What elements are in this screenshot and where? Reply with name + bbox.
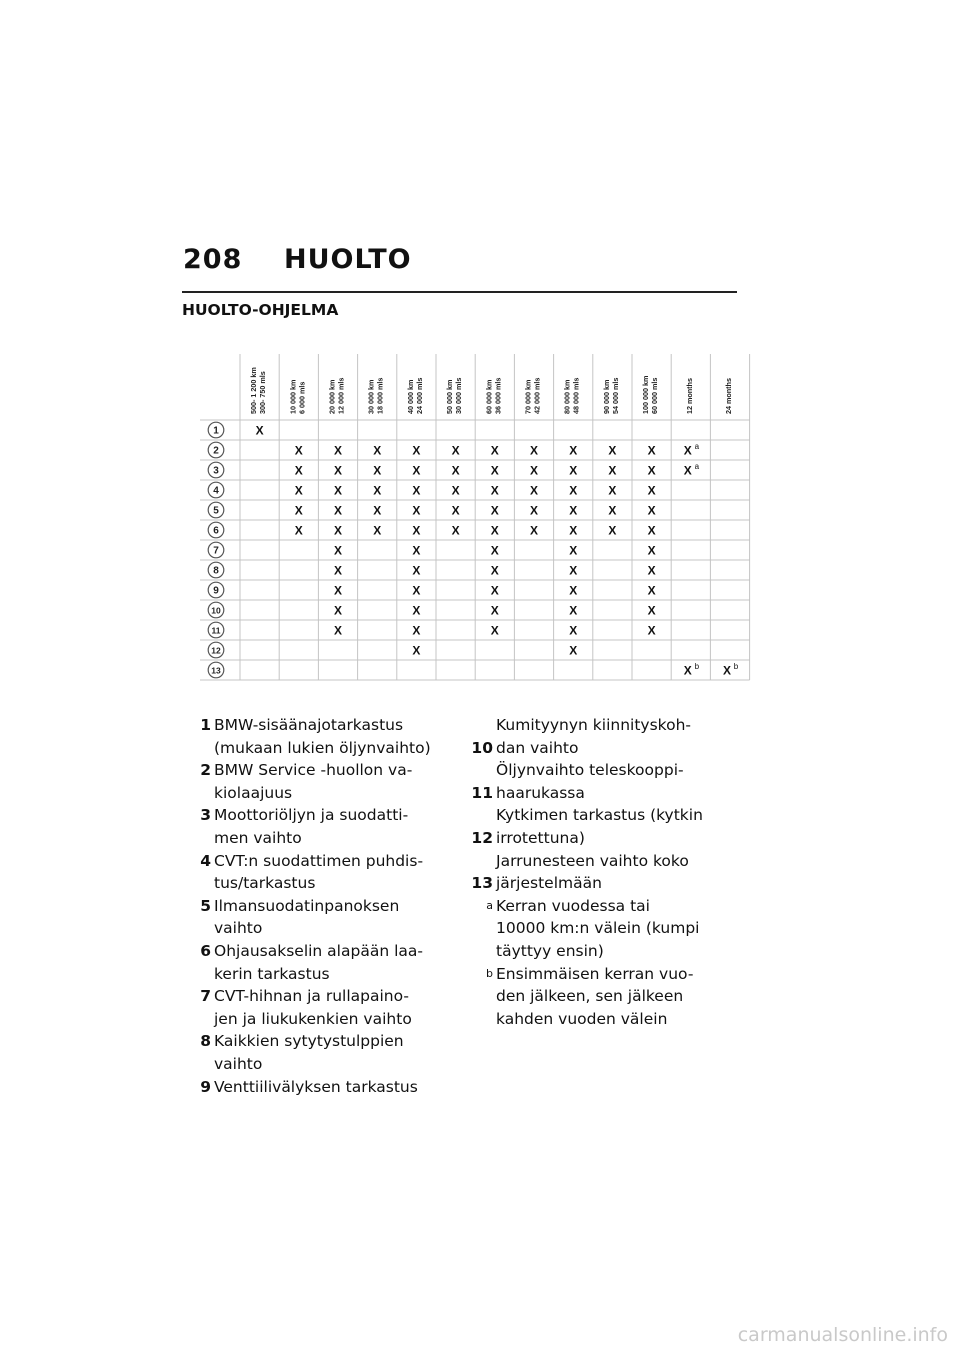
schedule-mark: X [333,543,343,558]
schedule-mark: X [412,623,421,638]
legend-text [496,759,737,804]
page-number: 208 [183,244,243,275]
row-number: 8 [213,565,219,577]
schedule-mark: X [569,603,578,618]
schedule-mark: X [490,583,499,598]
column-header-line: 54 000 mls [610,377,620,414]
text-line: Kumityynyn kiinnityskoh- [496,716,691,734]
schedule-mark: X [569,503,578,518]
schedule-mark: X [569,643,578,658]
legend-item [180,759,450,804]
schedule-mark: X [529,443,539,458]
text-line: jen ja liukukenkien vaihto [214,1009,412,1028]
text-line: BMW Service -huollon va- [214,761,413,780]
legend-left-column [180,714,450,1098]
legend-text [214,714,450,759]
text-line: Venttiilivälyksen tarkastus [214,1077,418,1096]
schedule-mark: X [647,543,656,558]
schedule-mark: X [412,483,421,498]
schedule-mark: X [647,623,656,638]
legend-item [180,985,450,1030]
watermark: carmanualsonline.info [737,1324,948,1346]
text-line: tus/tarkastus [214,874,316,893]
text-line: Ohjausakselin alapään laa- [214,941,423,960]
column-header-line: 10 000 km [288,379,298,414]
schedule-mark: X [333,483,343,498]
schedule-mark: X [569,583,578,598]
text-line: vaihto [214,1054,263,1073]
schedule-mark: X [569,623,578,638]
schedule-mark: X [412,563,421,578]
schedule-mark: X [294,483,303,498]
schedule-mark: X [333,523,343,538]
legend-item [462,804,737,849]
legend-text [496,714,737,759]
schedule-mark: X [412,463,421,478]
schedule-mark: X [647,443,656,458]
schedule-mark: X [490,563,499,578]
schedule-mark: X [529,503,539,518]
schedule-mark: X [333,443,343,458]
text-line: Ensimmäisen kerran vuo- [496,964,694,983]
schedule-mark: X [373,443,382,458]
legend-number: 6 [200,941,211,960]
text-line: vaihto [214,919,263,938]
legend-number: 10 [471,738,493,757]
column-header-line: 6 000 mls [297,381,307,414]
schedule-mark: X [412,523,421,538]
schedule-mark: X [490,463,499,478]
schedule-mark: X [412,603,421,618]
text-line: 10000 km:n välein (kumpi [496,919,700,938]
column-header-line: 30 000 km [366,379,376,414]
schedule-mark: X [490,443,499,458]
legend-number: 11 [471,783,493,802]
schedule-mark: X [569,443,578,458]
schedule-mark: X [373,463,382,478]
schedule-mark: X [373,503,382,518]
schedule-mark: X [683,663,692,678]
row-number: 6 [213,525,219,537]
legend-text [214,804,450,849]
column-header-line: 12 000 mls [336,377,346,414]
legend-text [214,985,450,1030]
legend-number: 9 [200,1077,211,1096]
schedule-mark: X [647,523,656,538]
schedule-mark: X [529,523,539,538]
schedule-mark-footnote: a [694,442,700,451]
text-line: Jarrunesteen vaihto koko [496,851,689,870]
legend-item [462,759,737,804]
schedule-mark: X [255,423,264,438]
column-header-line: 300- 750 mls [258,371,268,414]
legend-item [180,895,450,940]
legend-item [180,850,450,895]
schedule-mark: X [647,463,656,478]
schedule-mark: X [412,503,421,518]
schedule-mark: X [294,523,303,538]
text-line: täyttyy ensin) [496,941,604,960]
row-number: 12 [211,645,221,656]
row-number: 4 [213,485,219,497]
schedule-mark: X [412,443,421,458]
schedule-mark: X [294,443,303,458]
schedule-mark: X [490,483,499,498]
column-header-line: 60 000 mls [650,377,660,414]
schedule-mark: X [608,463,617,478]
footnote-text [496,895,737,963]
schedule-mark: X [490,503,499,518]
schedule-mark: X [608,483,617,498]
schedule-mark: X [608,503,617,518]
legend-text [214,850,450,895]
schedule-mark: X [451,523,460,538]
legend-number: 13 [471,874,493,893]
schedule-mark: X [333,563,343,578]
legend-item [180,940,450,985]
text-line: BMW-sisäänajotarkastus [214,716,404,734]
text-line: Moottoriöljyn ja suodatti- [214,806,409,825]
column-header-line: 60 000 km [484,379,494,414]
row-number: 2 [213,445,219,457]
column-header-line: 42 000 mls [532,377,542,414]
legend-number: 5 [200,896,211,915]
row-number: 13 [211,665,221,676]
legend-number: 8 [200,1032,211,1051]
schedule-mark: X [529,463,539,478]
legend-text [214,1076,450,1099]
maintenance-schedule-table [200,350,739,685]
text-line: Kytkimen tarkastus (kytkin [496,806,703,825]
column-header-line: 24 000 mls [414,377,424,414]
row-number: 5 [213,505,219,517]
schedule-mark: X [647,563,656,578]
column-header-line: 48 000 mls [571,377,581,414]
schedule-mark: X [722,663,732,678]
column-header-line: 12 months [684,378,694,414]
legend-item [180,1030,450,1075]
schedule-mark: X [373,523,382,538]
schedule-mark: X [569,463,578,478]
schedule-mark: X [608,443,617,458]
text-line: Öljynvaihto teleskooppi- [496,761,684,780]
row-number: 9 [213,585,219,597]
legend-number: 7 [200,987,211,1006]
column-header-line: 24 months [724,378,733,414]
schedule-mark: X [451,463,460,478]
schedule-mark: X [490,543,499,558]
text-line: järjestelmään [496,874,602,893]
legend-text [214,940,450,985]
schedule-mark: X [373,483,382,498]
schedule-mark: X [529,483,539,498]
text-line: men vaihto [214,828,302,847]
legend-number: 3 [200,806,211,825]
column-header-line: 100 000 km [641,375,651,414]
section-title: HUOLTO-OHJELMA [182,301,339,319]
schedule-mark: X [569,563,578,578]
text-line: CVT-hihnan ja rullapaino- [214,987,409,1006]
schedule-mark: X [412,643,421,658]
text-line: kahden vuoden välein [496,1009,668,1028]
schedule-mark: X [333,583,343,598]
footnote-item [462,895,737,963]
schedule-mark-footnote: b [694,662,700,671]
row-number: 7 [213,545,219,557]
legend-number: 4 [200,851,211,870]
legend-text [214,759,450,804]
schedule-mark-footnote: b [733,662,739,671]
legend-text [214,895,450,940]
schedule-mark-footnote: a [694,462,700,471]
schedule-mark: X [451,483,460,498]
row-number: 10 [211,605,221,616]
column-header-line: 70 000 km [523,379,533,414]
schedule-mark: X [333,503,343,518]
text-line: kerin tarkastus [214,964,330,983]
legend-number: 12 [471,828,493,847]
column-header-line: 20 000 km [327,379,337,414]
legend-right-column [462,714,737,1030]
schedule-mark: X [294,463,303,478]
legend-item [180,1076,450,1099]
schedule-mark: X [294,503,303,518]
column-header-line: 500- 1 200 km [249,367,259,414]
schedule-mark: X [490,523,499,538]
text-line: Ilmansuodatinpanoksen [214,896,400,915]
text-line: haarukassa [496,783,585,802]
column-header-line: 40 000 km [405,379,415,414]
schedule-mark: X [333,623,343,638]
row-number: 3 [213,465,219,477]
schedule-mark: X [683,443,692,458]
footnote-item [462,963,737,1031]
footnote-mark: b [486,966,493,980]
legend-text [496,850,737,895]
schedule-mark: X [647,483,656,498]
schedule-mark: X [683,463,692,478]
schedule-mark: X [490,603,499,618]
legend-number: 1 [200,716,211,734]
legend-number: 2 [200,761,211,780]
text-line: CVT:n suodattimen puhdis- [214,851,424,870]
schedule-mark: X [647,603,656,618]
legend-text [214,1030,450,1075]
text-line: dan vaihto [496,738,579,757]
legend-item [462,714,737,759]
row-number: 1 [213,425,219,437]
schedule-mark: X [333,463,343,478]
text-line: kiolaajuus [214,783,293,802]
text-line: Kaikkien sytytystulppien [214,1032,404,1051]
schedule-mark: X [569,483,578,498]
schedule-mark: X [608,523,617,538]
legend-item [462,850,737,895]
schedule-mark: X [569,523,578,538]
header-divider [182,291,737,293]
chapter-title: HUOLTO [284,244,412,275]
legend-item [180,804,450,849]
schedule-mark: X [569,543,578,558]
text-line: (mukaan lukien öljynvaihto) [214,738,431,757]
column-header-line: 80 000 km [562,379,572,414]
column-header-line: 36 000 mls [493,377,503,414]
schedule-mark: X [451,503,460,518]
column-header-line: 30 000 mls [454,377,464,414]
column-header-line: 50 000 km [445,379,455,414]
schedule-mark: X [412,583,421,598]
text-line: Kerran vuodessa tai [496,896,650,915]
schedule-mark: X [647,583,656,598]
schedule-mark: X [647,503,656,518]
text-line: den jälkeen, sen jälkeen [496,987,684,1006]
column-header-line: 18 000 mls [375,377,385,414]
schedule-mark: X [451,443,460,458]
footnote-text [496,963,737,1031]
schedule-mark: X [333,603,343,618]
text-line: irrotettuna) [496,828,585,847]
legend-item [180,714,450,759]
schedule-mark: X [490,623,499,638]
footnote-mark: a [486,898,493,912]
legend-text [496,804,737,849]
schedule-mark: X [412,543,421,558]
column-header-line: 90 000 km [601,379,611,414]
row-number: 11 [211,625,221,636]
